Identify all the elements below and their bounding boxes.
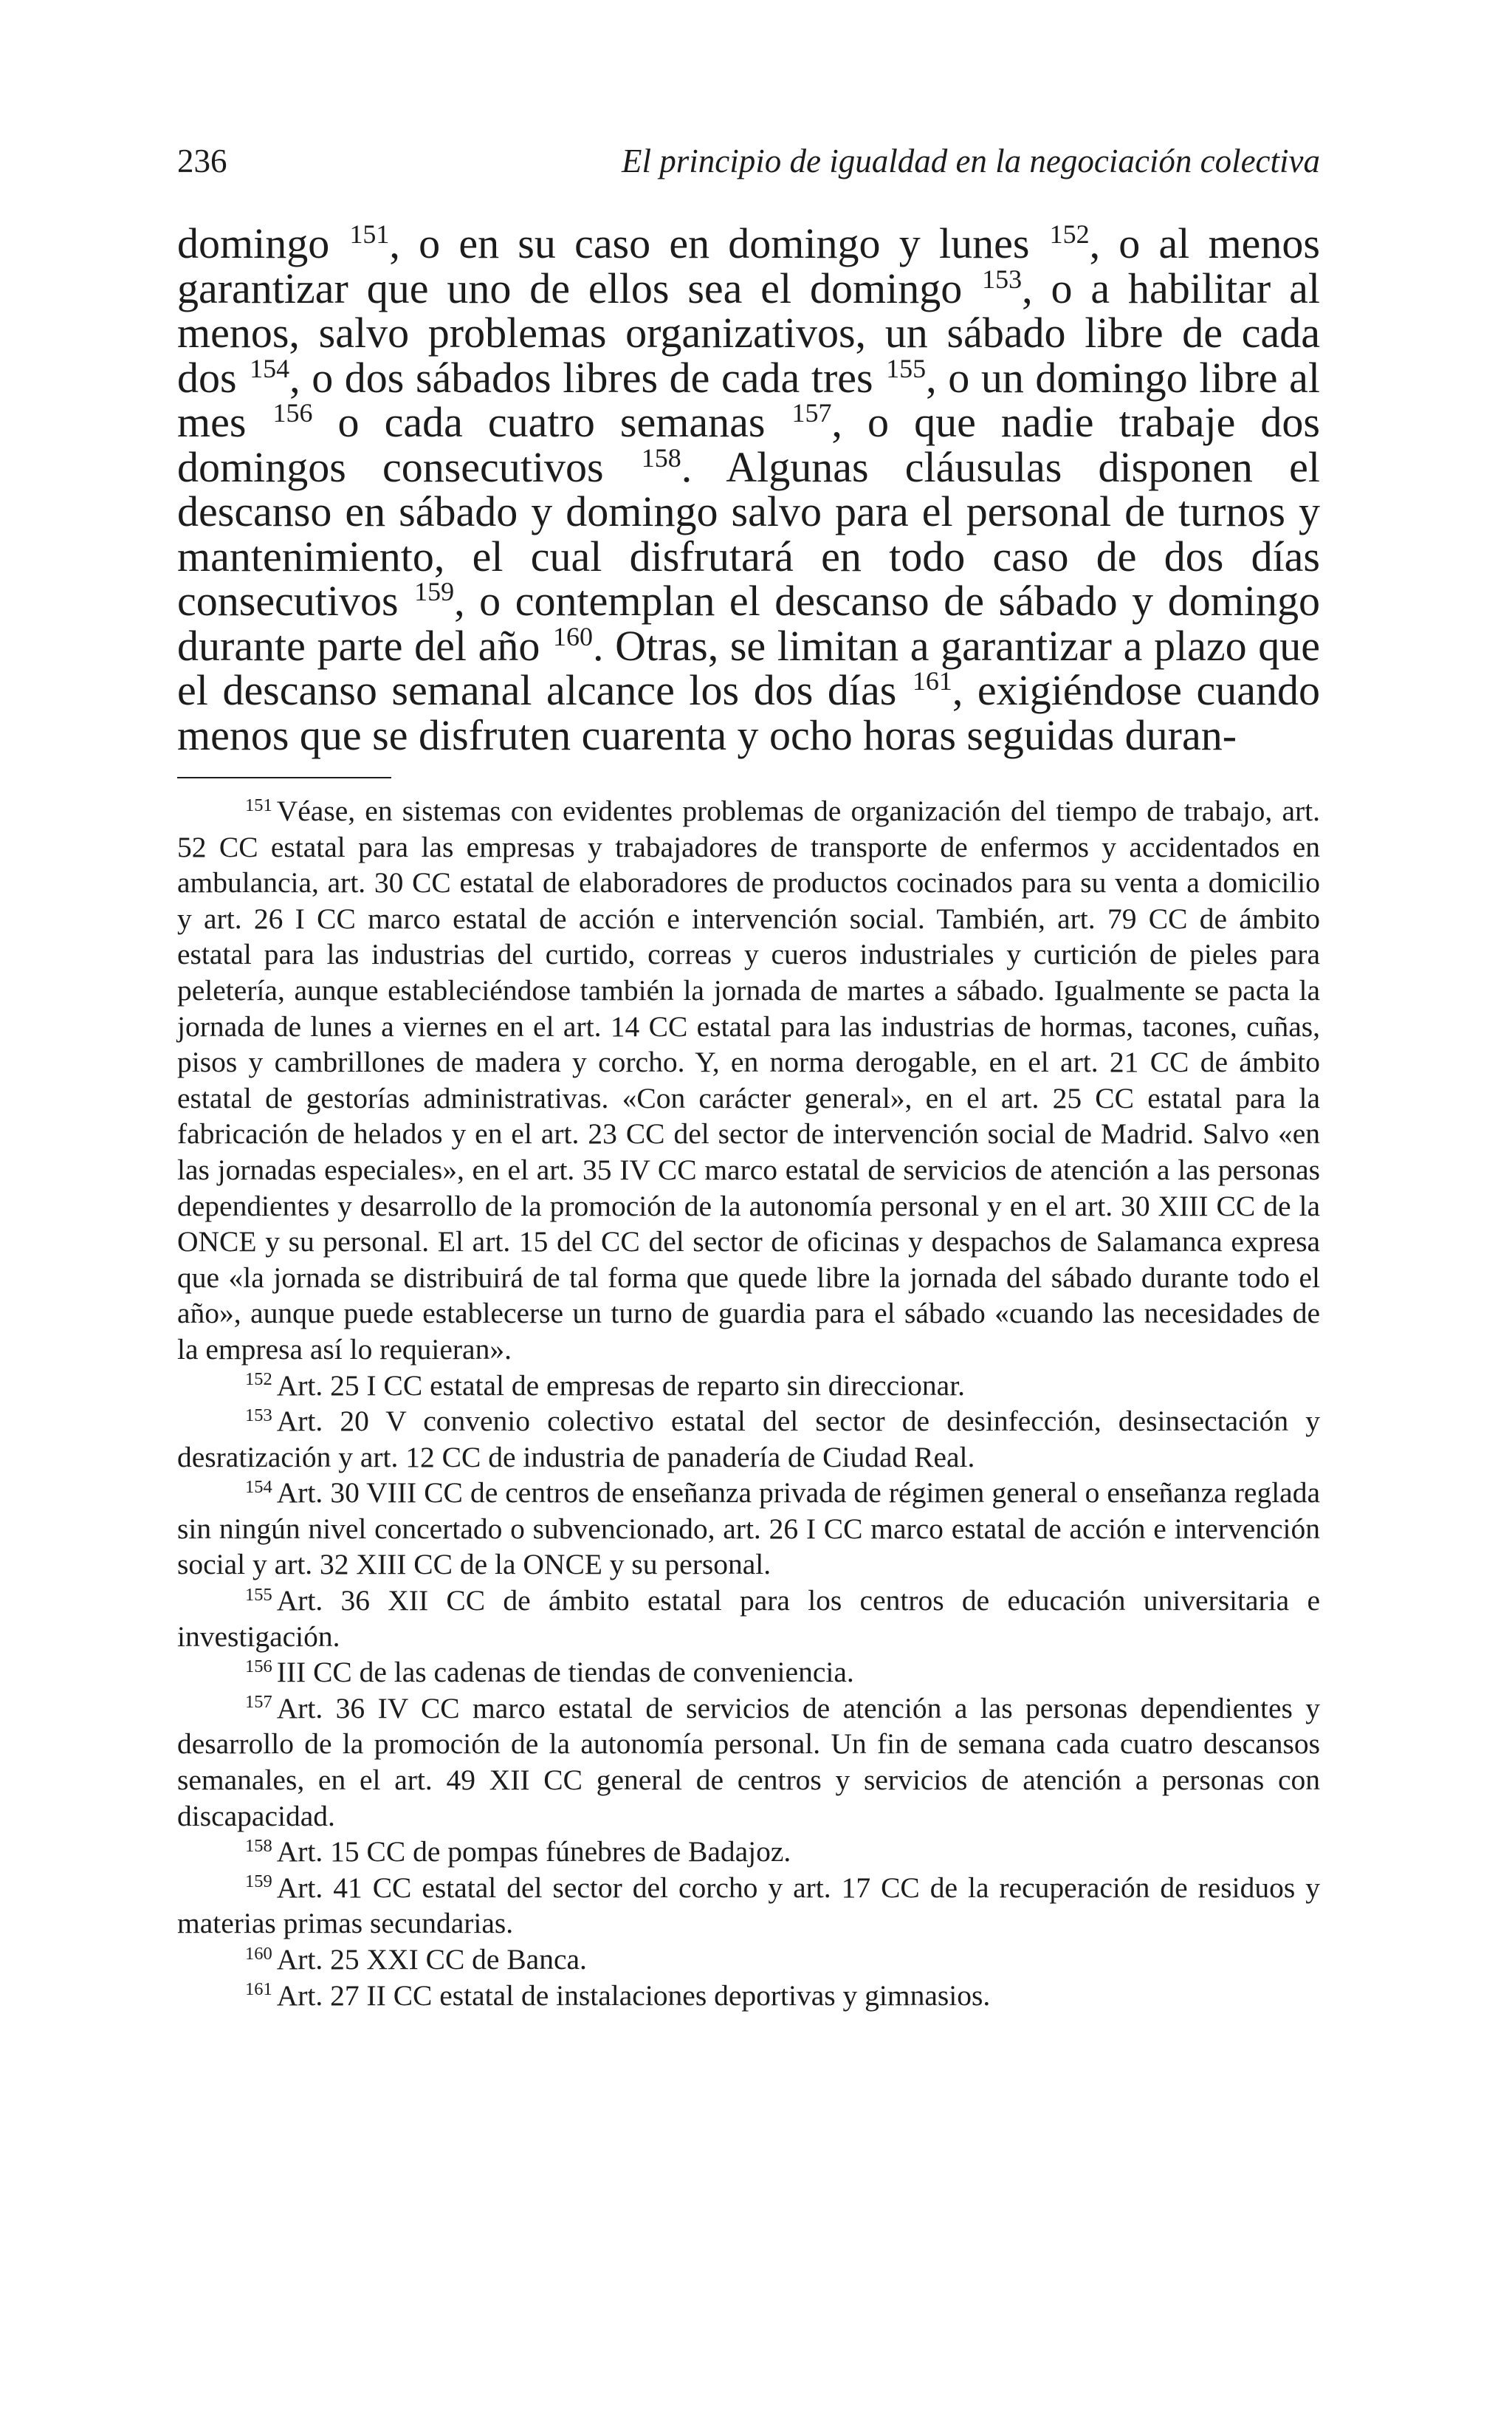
footnote xyxy=(177,1942,1320,1978)
footnote xyxy=(177,793,1320,1368)
body-text-segment: . Algunas cláusulas disponen el descanso en sábado y domingo salvo para el personal de turnos y mantenimiento, el cual disfrutará en todo caso de dos días consecutivos xyxy=(177,442,1320,625)
footnote-separator xyxy=(177,777,391,778)
footnote xyxy=(177,1583,1320,1654)
body-text-segment: , exigiéndose cuando menos que se disfruten cuarenta y ocho horas seguidas duran- xyxy=(177,666,1320,759)
body-text-segment: , o que nadie trabaje dos domingos consecutivos xyxy=(177,398,1320,491)
footnote-text: Art. 41 CC estatal del sector del corcho y art. 17 CC de la recuperación de residuos y materias primas secundarias. xyxy=(177,1871,1320,1940)
footnote-ref: 151 xyxy=(349,219,390,250)
page-header xyxy=(177,139,1320,183)
footnote-text: Art. 27 II CC estatal de instalaciones deportivas y gimnasios. xyxy=(276,1978,991,2012)
body-text-segment: , o a habilitar al menos, salvo problemas organizativos, un sábado libre de cada dos xyxy=(177,264,1320,402)
footnote-ref: 160 xyxy=(553,621,593,651)
footnote-text: Art. 25 I CC estatal de empresas de reparto sin direccionar. xyxy=(276,1368,966,1402)
footnote-ref: 161 xyxy=(912,666,952,696)
body-text-segment: o cada cuatro semanas xyxy=(312,398,791,446)
body-text-segment: , o al menos garantizar que uno de ellos sea el domingo xyxy=(177,219,1320,312)
footnote-text: Véase, en sistemas con evidentes problemas de organización del tiempo de trabajo, art. 52 CC estatal para las empresas y trabajadores de transporte de enfermos y accidentados en ambulancia, art. 30 CC estatal de elaboradores de productos cocinados para su venta a domicilio y art. 26 I CC marco estatal de acción e intervención social. También, art. 79 CC de ámbito estatal para las industrias del curtido, correas y cueros industriales y curtición de pieles para peletería, aunque estableciéndose también la jornada de martes a sábado. Igualmente se pacta la jornada de lunes a viernes en el art. 14 CC estatal para las industrias de hormas, tacones, cuñas, pisos y cambrillones de madera y corcho. Y, en norma derogable, en el art. 21 CC de ámbito estatal de gestorías administrativas. «Con carácter general», en el art. 25 CC estatal para la fabricación de helados y en el art. 23 CC del sector de intervención social de Madrid. Salvo «en las jornadas especiales», en el art. 35 IV CC marco estatal de servicios de atención a las personas dependientes y desarrollo de la promoción de la autonomía personal y en el art. 30 XIII CC de la ONCE y su personal. El art. 15 del CC del sector de oficinas y despachos de Salamanca expresa que «la jornada se distribuirá de tal forma que quede libre la jornada del sábado durante todo el año», aunque puede establecerse un turno de guardia para el sábado «cuando las necesidades de la empresa así lo requieran». xyxy=(177,795,1320,1366)
body-paragraph xyxy=(177,219,1320,759)
footnote-number: 151 xyxy=(245,795,272,815)
footnote-text: III CC de las cadenas de tiendas de conveniencia. xyxy=(276,1656,854,1689)
footnote-number: 154 xyxy=(245,1476,272,1497)
footnote-ref: 154 xyxy=(250,353,290,383)
page-number: 236 xyxy=(177,143,227,179)
body-text-segment: , o un domingo libre al mes xyxy=(177,353,1320,446)
footnote-number: 159 xyxy=(245,1871,272,1892)
body-text-segment: . Otras, se limitan a garantizar a plazo que el descanso semanal alcance los dos días xyxy=(177,621,1320,714)
footnote-text: Art. 36 IV CC marco estatal de servicios de atención a las personas dependientes y desarrollo de la promoción de la autonomía personal. Un fin de semana cada cuatro descansos semanales, en el art. 49 XII CC general de centros y servicios de atención a personas con discapacidad. xyxy=(177,1691,1320,1832)
body-text-segment: , o contemplan el descanso de sábado y domingo durante parte del año xyxy=(177,577,1320,670)
footnote-number: 152 xyxy=(245,1369,272,1390)
body-text-segment: domingo xyxy=(177,219,348,267)
footnote-number: 155 xyxy=(245,1584,272,1605)
footnote xyxy=(177,1834,1320,1870)
footnote-text: Art. 15 CC de pompas fúnebres de Badajoz. xyxy=(276,1835,791,1868)
footnote-ref: 155 xyxy=(886,353,927,383)
footnote-text: Art. 30 VIII CC de centros de enseñanza privada de régimen general o enseñanza reglada sin ningún nivel concertado o subvencionado, art. 26 I CC marco estatal de acción e intervención social y art. 32 XIII CC de la ONCE y su personal. xyxy=(177,1476,1320,1581)
footnote-ref: 159 xyxy=(414,577,455,607)
body-text-segment: , o dos sábados libres de cada tres xyxy=(289,353,885,402)
footnote-number: 160 xyxy=(245,1943,272,1964)
footnotes xyxy=(177,793,1320,2013)
footnote-number: 156 xyxy=(245,1656,272,1676)
footnote-number: 158 xyxy=(245,1835,272,1856)
footnote-ref: 157 xyxy=(791,398,832,428)
footnote-text: Art. 20 V convenio colectivo estatal del sector de desinfección, desinsectación y desratización y art. 12 CC de industria de panadería de Ciudad Real. xyxy=(177,1405,1320,1473)
footnote-text: Art. 36 XII CC de ámbito estatal para los centros de educación universitaria e investigación. xyxy=(177,1584,1320,1653)
footnote xyxy=(177,1403,1320,1475)
footnote xyxy=(177,1870,1320,1942)
footnote-ref: 153 xyxy=(982,264,1023,294)
footnote-ref: 158 xyxy=(641,442,681,473)
footnote-number: 153 xyxy=(245,1405,272,1425)
footnote xyxy=(177,1368,1320,1404)
footnote xyxy=(177,1475,1320,1583)
footnote-number: 161 xyxy=(245,1979,272,2000)
footnote-text: Art. 25 XXI CC de Banca. xyxy=(276,1943,587,1976)
footnote-ref: 152 xyxy=(1049,219,1090,250)
body-text-segment: , o en su caso en domingo y lunes xyxy=(389,219,1048,267)
running-title: El principio de igualdad en la negociación colectiva xyxy=(621,143,1320,179)
footnote xyxy=(177,1654,1320,1690)
footnote-number: 157 xyxy=(245,1692,272,1713)
footnote xyxy=(177,1690,1320,1834)
footnote-ref: 156 xyxy=(272,398,313,428)
footnote xyxy=(177,1978,1320,2014)
